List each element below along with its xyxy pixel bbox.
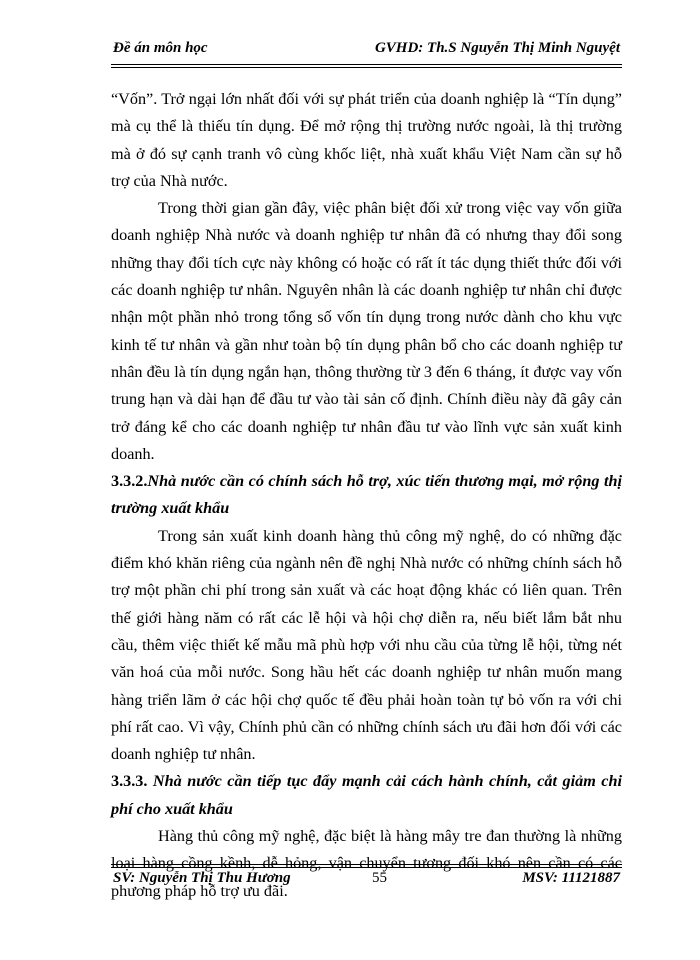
section-heading-3-3-3 xyxy=(111,768,622,823)
page-number: 55 xyxy=(372,870,387,886)
section-title: Nhà nước cần có chính sách hỗ trợ, xúc tiến thương mại, mở rộng thị trường xuất khẩu xyxy=(111,472,622,518)
paragraph-credit-discrimination: Trong thời gian gần đây, việc phân biệt đối xử trong việc vay vốn giữa doanh nghiệp Nhà nước và doanh nghiệp tư nhân đã có nhưng thay đổi song những thay đổi tích cực này không có hoặc có rất ít tác dụng thiết thức đối với các doanh nghiệp tư nhân. Nguyên nhân là các doanh nghiệp tư nhân chỉ được nhận một phần nhỏ trong tổng số vốn tín dụng trong nước dành cho khu vực kinh tế tư nhân và gần như toàn bộ tín dụng phân bổ cho các doanh nghiệp tư nhân đều là tín dụng ngắn hạn, thông thường từ 3 đến 6 tháng, ít được vay vốn trung hạn và dài hạn để đầu tư vào tài sản cố định. Chính điều này đã gây cản trở đáng kể cho các doanh nghiệp tư nhân đầu tư vào lĩnh vực sản xuất kinh doanh. xyxy=(111,199,622,463)
page-body xyxy=(111,86,622,905)
header-supervisor: GVHD: Th.S Nguyễn Thị Minh Nguyệt xyxy=(374,40,620,56)
page-footer xyxy=(113,870,620,894)
section-title: Nhà nước cần tiếp tục đẩy mạnh cải cách hành chính, cắt giảm chi phí cho xuất khẩu xyxy=(111,772,622,818)
section-heading-3-3-2 xyxy=(111,468,622,523)
header-course-title: Đề án môn học xyxy=(113,40,208,56)
footer-student-name: SV: Nguyễn Thị Thu Hương xyxy=(113,870,291,886)
paragraph-trade-promotion: Trong sản xuất kinh doanh hàng thủ công mỹ nghệ, do có những đặc điểm khó khăn riêng của ngành nên đề nghị Nhà nước có những chính sách hỗ trợ một phần chi phí trong sản xuất và các hoạt động khác có liên quan. Trên thế giới hàng năm có rất các lễ hội và hội chợ diễn ra, nếu biết lắm bắt nhu cầu, thêm việc thiết kế mẫu mã phù hợp với nhu cầu của từng lễ hội, từng nét văn hoá của mỗi nước. Song hầu hết các doanh nghiệp tư nhân muốn mang hàng triển lãm ở các hội chợ quốc tế đều phải hoàn toàn tự bỏ vốn ra với chi phí rất cao. Vì vậy, Chính phủ cần có những chính sách ưu đãi hơn đối với các doanh nghiệp tư nhân. xyxy=(111,526,622,764)
section-number: 3.3.2. xyxy=(111,472,148,491)
header-divider xyxy=(111,64,622,68)
paragraph-capital: “Vốn”. Trở ngại lớn nhất đối với sự phát triển của doanh nghiệp là “Tín dụng” mà cụ thể là thiếu tín dụng. Để mở rộng thị trường nước ngoài, là thị trường mà ở đó sự cạnh tranh vô cùng khốc liệt, nhà xuất khẩu Việt Nam cần sự hỗ trợ của Nhà nước. xyxy=(111,90,622,190)
paragraph-handicraft-support: Hàng thủ công mỹ nghệ, đặc biệt là hàng mây tre đan thường là những loại hàng cồng kềnh, dễ hỏng, vận chuyển tương đối khó nên cần có các phương pháp hỗ trợ ưu đãi. xyxy=(111,827,622,900)
footer-divider xyxy=(111,864,622,868)
footer-student-id: MSV: 11121887 xyxy=(522,870,620,886)
page-header xyxy=(113,38,620,62)
section-number: 3.3.3. xyxy=(111,772,148,791)
